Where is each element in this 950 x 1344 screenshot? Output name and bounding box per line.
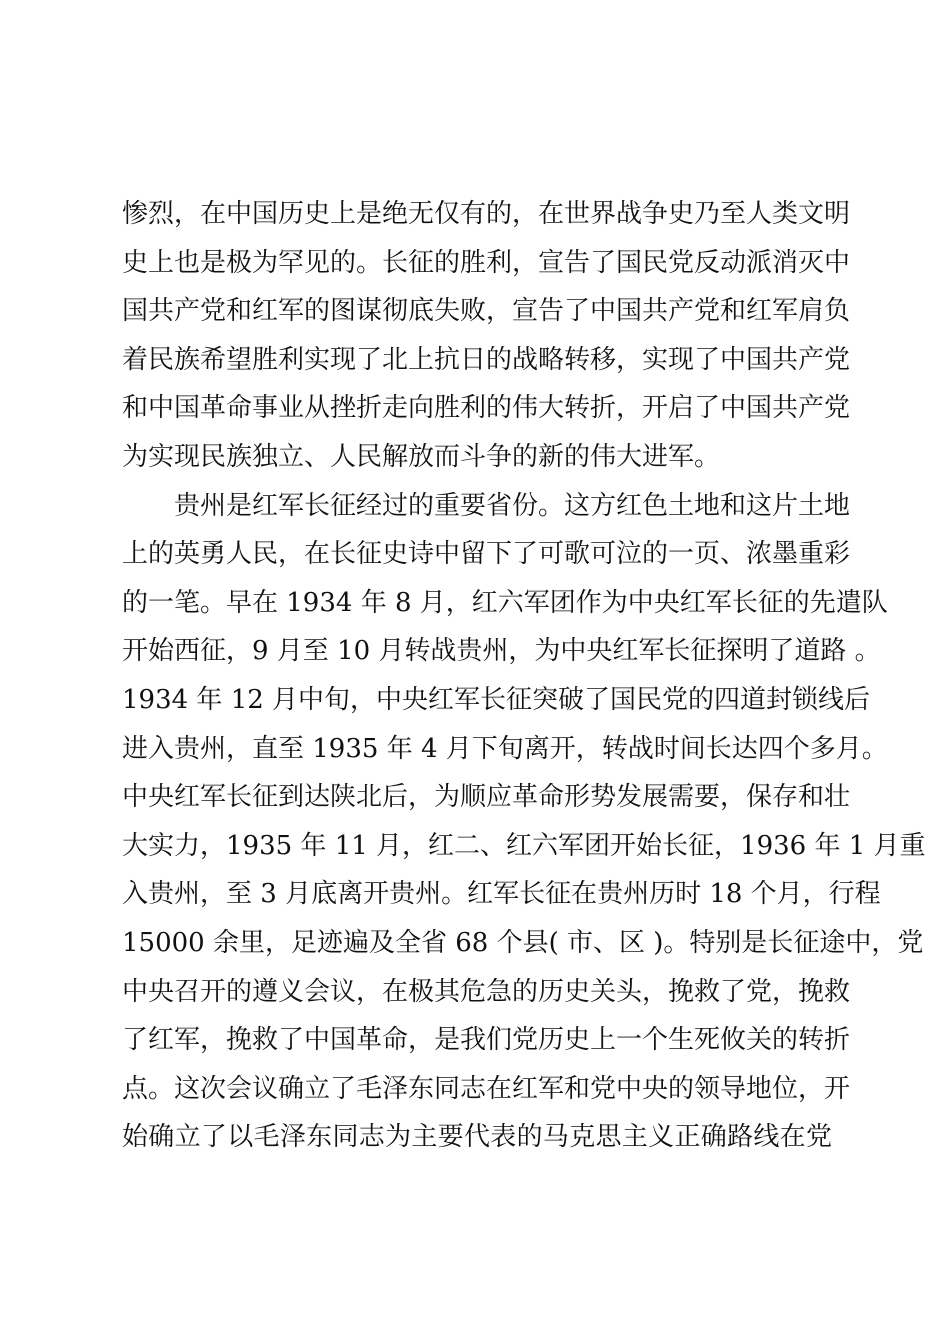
text-line: 入贵州，至 3 月底离开贵州。红军长征在贵州历时 18 个月，行程: [122, 879, 881, 910]
text-line: 开始西征，9 月至 10 月转战贵州，为中央红军长征探明了道路 。: [122, 636, 881, 667]
text-line: 了红军，挽救了中国革命，是我们党历史上一个生死攸关的转折: [122, 1025, 851, 1056]
text-line: 史上也是极为罕见的。长征的胜利，宣告了国民党反动派消灭中: [122, 247, 851, 278]
text-line: 始确立了以毛泽东同志为主要代表的马克思主义正确路线在党: [122, 1122, 832, 1153]
text-line: 上的英勇人民，在长征史诗中留下了可歌可泣的一页、浓墨重彩: [122, 539, 851, 570]
text-line: 大实力，1935 年 11 月，红二、红六军团开始长征，1936 年 1 月重: [122, 830, 926, 861]
paragraph-1: [122, 190, 851, 482]
text-line: 惨烈，在中国历史上是绝无仅有的，在世界战争史乃至人类文明: [122, 199, 851, 229]
text-line: 进入贵州，直至 1935 年 4 月下旬离开，转战时间长达四个多月。: [122, 733, 888, 764]
text-line: 中央红军长征到达陕北后，为顺应革命形势发展需要，保存和壮: [122, 782, 851, 813]
text-line: 中央召开的遵义会议，在极其危急的历史关头，挽救了党，挽救: [122, 976, 851, 1007]
text-line: 的一笔。早在 1934 年 8 月，红六军团作为中央红军长征的先遣队: [122, 587, 888, 618]
paragraph-2: [122, 482, 926, 1162]
text-line: 1934 年 12 月中旬，中央红军长征突破了国民党的四道封锁线后: [122, 684, 871, 715]
text-line: 点。这次会议确立了毛泽东同志在红军和党中央的领导地位，开: [122, 1073, 851, 1104]
text-line: 和中国革命事业从挫折走向胜利的伟大转折，开启了中国共产党: [122, 393, 851, 424]
text-line: 为实现民族独立、人民解放而斗争的新的伟大进军。: [122, 441, 721, 472]
text-line: 国共产党和红军的图谋彻底失败，宣告了中国共产党和红军肩负: [122, 296, 851, 327]
text-line: 贵州是红军长征经过的重要省份。这方红色土地和这片土地: [174, 490, 851, 521]
text-line: 着民族希望胜利实现了北上抗日的战略转移，实现了中国共产党: [122, 344, 851, 375]
text-line: 15000 余里，足迹遍及全省 68 个县( 市、区 )。特别是长征途中，党: [122, 927, 924, 958]
body-text: [122, 190, 926, 1162]
